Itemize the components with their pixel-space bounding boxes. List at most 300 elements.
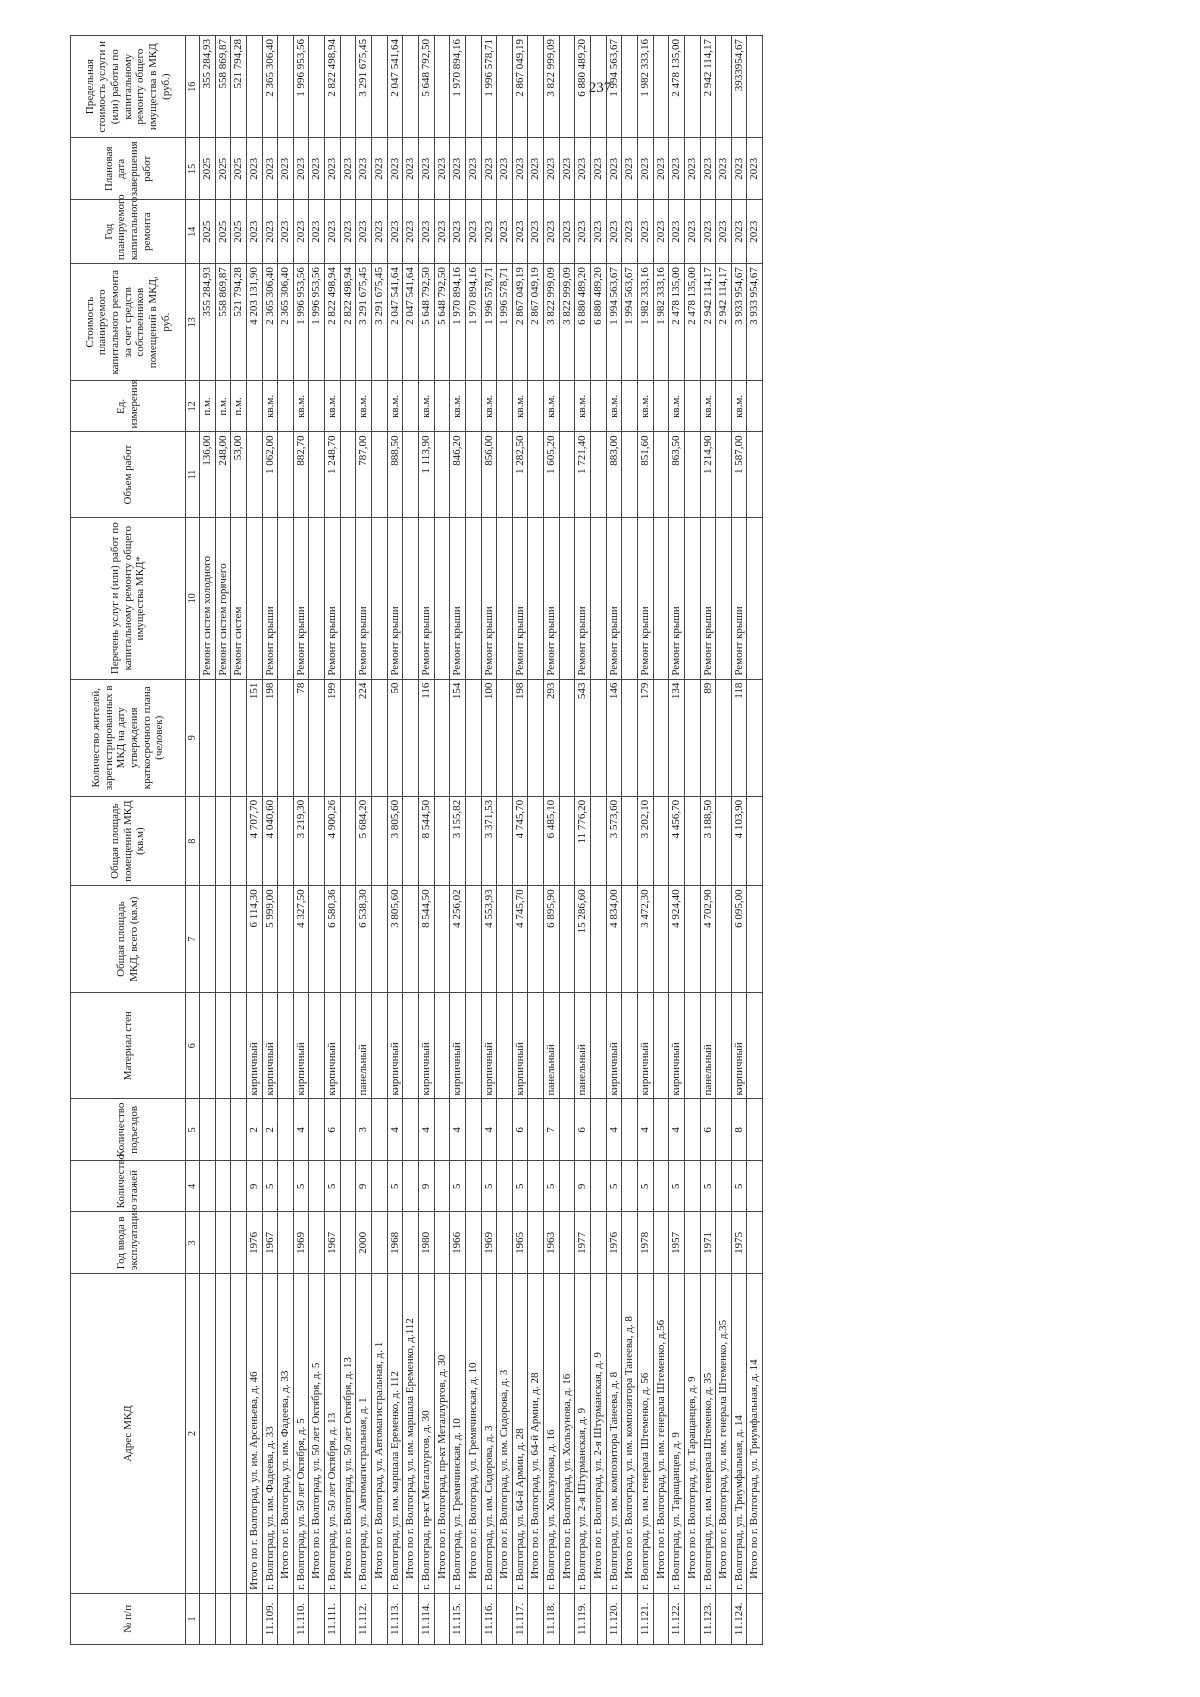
row-number [434, 1593, 450, 1644]
floors-cell: 5 [606, 1161, 622, 1212]
residents-cell [340, 679, 356, 796]
total-row [278, 36, 294, 1645]
column-header: Плановая дата завершения работ [71, 138, 186, 200]
unit-cell: кв.м. [418, 381, 434, 432]
wall-material-cell [403, 992, 419, 1099]
unit-cell: кв.м. [637, 381, 653, 432]
cost-cell: 2 478 135,00 [684, 264, 700, 381]
column-header: Количество этажей [71, 1161, 186, 1212]
plan-year-cell: 2023 [246, 200, 262, 264]
work-type-cell: Ремонт крыши [262, 517, 278, 679]
address-cell: Итого по г. Волгоград, ул. Хользунова, д. 16 [559, 1274, 575, 1594]
unit-cell: кв.м. [700, 381, 716, 432]
wall-material-cell: кирпичный [418, 992, 434, 1099]
total-area-cell [591, 886, 607, 993]
wall-material-cell: кирпичный [481, 992, 497, 1099]
wall-material-cell [497, 992, 513, 1099]
unit-cell: п.м. [231, 381, 247, 432]
rooms-area-cell: 3 219,30 [293, 796, 309, 886]
rooms-area-cell: 6 485,10 [544, 796, 560, 886]
limit-cost-cell: 355 284,93 [200, 36, 216, 138]
floors-cell [747, 1161, 763, 1212]
total-area-cell [215, 886, 231, 993]
floors-cell: 5 [669, 1161, 685, 1212]
plan-year-cell: 2023 [372, 200, 388, 264]
work-volume-cell [246, 432, 262, 517]
column-number: 4 [186, 1161, 200, 1212]
rooms-area-cell: 3 805,60 [387, 796, 403, 886]
plan-year-cell: 2023 [637, 200, 653, 264]
column-number: 3 [186, 1212, 200, 1274]
year-built-cell: 2000 [356, 1212, 372, 1274]
unit-cell [309, 381, 325, 432]
total-area-cell [465, 886, 481, 993]
year-built-cell [372, 1212, 388, 1274]
entrances-cell [591, 1099, 607, 1161]
row-number [246, 1593, 262, 1644]
record-row [700, 36, 716, 1645]
residents-cell [215, 679, 231, 796]
completion-date-cell: 2023 [372, 138, 388, 200]
work-volume-cell [372, 432, 388, 517]
address-cell: г. Волгоград, ул. им. Фадеева, д. 33 [262, 1274, 278, 1594]
rooms-area-cell [340, 796, 356, 886]
address-cell: Итого по г. Волгоград, ул. Триумфальная, д. 14 [747, 1274, 763, 1594]
floors-cell [231, 1161, 247, 1212]
cost-cell: 2 478 135,00 [669, 264, 685, 381]
total-area-cell [559, 886, 575, 993]
total-area-cell: 4 256,02 [450, 886, 466, 993]
year-built-cell: 1968 [387, 1212, 403, 1274]
residents-cell: 116 [418, 679, 434, 796]
completion-date-cell: 2023 [246, 138, 262, 200]
address-cell: Итого по г. Волгоград, ул. им. маршала Еременко, д.112 [403, 1274, 419, 1594]
cost-cell: 1 994 563,67 [622, 264, 638, 381]
plan-year-cell: 2023 [387, 200, 403, 264]
column-header: Год ввода в эксплуатацию [71, 1212, 186, 1274]
record-row [293, 36, 309, 1645]
limit-cost-cell: 6 880 489,20 [575, 36, 591, 138]
cost-cell: 1 982 333,16 [653, 264, 669, 381]
address-cell: г. Волгоград, ул. Таращанцев, д. 9 [669, 1274, 685, 1594]
address-cell: Итого по г. Волгоград, ул. им. композитора Танеева, д. 8 [622, 1274, 638, 1594]
column-number: 6 [186, 992, 200, 1099]
rooms-area-cell [653, 796, 669, 886]
total-row [684, 36, 700, 1645]
cost-cell: 5 648 792,50 [418, 264, 434, 381]
record-row [731, 36, 747, 1645]
cost-cell: 355 284,93 [200, 264, 216, 381]
work-type-cell: Ремонт крыши [418, 517, 434, 679]
repair-plan-table [70, 35, 763, 1645]
rooms-area-cell: 11 776,20 [575, 796, 591, 886]
plan-year-cell: 2023 [591, 200, 607, 264]
rooms-area-cell [716, 796, 732, 886]
total-row [372, 36, 388, 1645]
cost-cell: 3 822 999,09 [559, 264, 575, 381]
record-row [356, 36, 372, 1645]
residents-cell [497, 679, 513, 796]
record-row [481, 36, 497, 1645]
completion-date-cell: 2025 [231, 138, 247, 200]
plan-year-cell: 2023 [465, 200, 481, 264]
completion-date-cell: 2023 [684, 138, 700, 200]
unit-cell: кв.м. [606, 381, 622, 432]
work-volume-cell: 882,70 [293, 432, 309, 517]
plan-year-cell: 2023 [262, 200, 278, 264]
residents-cell [716, 679, 732, 796]
cost-cell: 4 203 131,90 [246, 264, 262, 381]
year-built-cell [559, 1212, 575, 1274]
work-volume-cell [434, 432, 450, 517]
table-body [200, 36, 763, 1645]
completion-date-cell: 2023 [434, 138, 450, 200]
entrances-cell [340, 1099, 356, 1161]
unit-cell: кв.м. [481, 381, 497, 432]
wall-material-cell [434, 992, 450, 1099]
plan-year-cell: 2023 [622, 200, 638, 264]
plan-year-cell: 2023 [293, 200, 309, 264]
row-number: 11.113. [387, 1593, 403, 1644]
wall-material-cell [622, 992, 638, 1099]
entrances-cell: 2 [262, 1099, 278, 1161]
row-number: 11.118. [544, 1593, 560, 1644]
floors-cell: 9 [418, 1161, 434, 1212]
unit-cell [434, 381, 450, 432]
cost-cell: 3 822 999,09 [544, 264, 560, 381]
row-number [215, 1593, 231, 1644]
work-volume-cell: 863,50 [669, 432, 685, 517]
work-type-cell [434, 517, 450, 679]
floors-cell [653, 1161, 669, 1212]
completion-date-cell: 2023 [356, 138, 372, 200]
floors-cell: 9 [246, 1161, 262, 1212]
unit-cell: кв.м. [325, 381, 341, 432]
total-row [497, 36, 513, 1645]
year-built-cell [653, 1212, 669, 1274]
cost-cell: 1 996 953,56 [309, 264, 325, 381]
residents-cell: 199 [325, 679, 341, 796]
total-area-cell: 4 924,40 [669, 886, 685, 993]
completion-date-cell: 2023 [606, 138, 622, 200]
limit-cost-cell: 1 996 953,56 [293, 36, 309, 138]
residents-cell: 179 [637, 679, 653, 796]
total-row [465, 36, 481, 1645]
work-type-cell: Ремонт крыши [293, 517, 309, 679]
year-built-cell [716, 1212, 732, 1274]
cost-cell: 1 996 578,71 [497, 264, 513, 381]
residents-cell: 224 [356, 679, 372, 796]
cost-cell: 2 365 306,40 [262, 264, 278, 381]
total-area-cell [403, 886, 419, 993]
limit-cost-cell: 1 982 333,16 [637, 36, 653, 138]
year-built-cell [403, 1212, 419, 1274]
year-built-cell: 1963 [544, 1212, 560, 1274]
floors-cell: 5 [544, 1161, 560, 1212]
cost-cell: 2 365 306,40 [278, 264, 294, 381]
entrances-cell: 4 [387, 1099, 403, 1161]
wall-material-cell: кирпичный [293, 992, 309, 1099]
cost-cell: 558 869,87 [215, 264, 231, 381]
residents-cell [465, 679, 481, 796]
column-header: Общая площадь помещений МКД (кв.м) [71, 796, 186, 886]
cost-cell: 1 970 894,16 [465, 264, 481, 381]
address-cell: г. Волгоград, ул. Хользунова, д. 16 [544, 1274, 560, 1594]
unit-cell: кв.м. [293, 381, 309, 432]
total-area-cell [684, 886, 700, 993]
plan-year-cell: 2023 [684, 200, 700, 264]
residents-cell [684, 679, 700, 796]
entrances-cell: 7 [544, 1099, 560, 1161]
work-volume-cell: 136,00 [200, 432, 216, 517]
column-number: 15 [186, 138, 200, 200]
unit-cell [465, 381, 481, 432]
limit-cost-cell: 2 942 114,17 [700, 36, 716, 138]
unit-cell: кв.м. [575, 381, 591, 432]
rooms-area-cell: 4 707,70 [246, 796, 262, 886]
limit-cost-cell: 2 822 498,94 [325, 36, 341, 138]
wall-material-cell [278, 992, 294, 1099]
column-header: Год планируемого капитального ремонта [71, 200, 186, 264]
record-row [575, 36, 591, 1645]
rooms-area-cell: 3 371,53 [481, 796, 497, 886]
column-number: 1 [186, 1593, 200, 1644]
total-area-cell: 4 745,70 [512, 886, 528, 993]
work-volume-cell [528, 432, 544, 517]
work-type-cell: Ремонт крыши [450, 517, 466, 679]
address-cell: г. Волгоград, ул. им. генерала Штеменко, д. 56 [637, 1274, 653, 1594]
total-row [246, 36, 262, 1645]
limit-cost-cell: 2 867 049,19 [512, 36, 528, 138]
row-number [591, 1593, 607, 1644]
unit-cell: кв.м. [356, 381, 372, 432]
completion-date-cell: 2023 [512, 138, 528, 200]
address-cell: Итого по г. Волгоград, ул. Автомагистральная, д. 1 [372, 1274, 388, 1594]
completion-date-cell: 2023 [450, 138, 466, 200]
year-built-cell: 1978 [637, 1212, 653, 1274]
work-type-cell: Ремонт крыши [637, 517, 653, 679]
limit-cost-cell: 1 994 563,67 [606, 36, 622, 138]
cost-cell: 1 970 894,16 [450, 264, 466, 381]
limit-cost-cell: 3 291 675,45 [356, 36, 372, 138]
year-built-cell [528, 1212, 544, 1274]
residents-cell: 118 [731, 679, 747, 796]
residents-cell: 543 [575, 679, 591, 796]
column-number: 16 [186, 36, 200, 138]
unit-cell: п.м. [200, 381, 216, 432]
limit-cost-cell [653, 36, 669, 138]
column-header: Объем работ [71, 432, 186, 517]
row-number [340, 1593, 356, 1644]
floors-cell [200, 1161, 216, 1212]
floors-cell: 5 [387, 1161, 403, 1212]
record-row [544, 36, 560, 1645]
plan-year-cell: 2025 [231, 200, 247, 264]
limit-cost-cell: 2 047 541,64 [387, 36, 403, 138]
cost-cell: 2 822 498,94 [340, 264, 356, 381]
row-number: 11.117. [512, 1593, 528, 1644]
work-volume-cell: 53,00 [231, 432, 247, 517]
record-row [262, 36, 278, 1645]
rooms-area-cell: 4 745,70 [512, 796, 528, 886]
wall-material-cell: кирпичный [606, 992, 622, 1099]
work-volume-cell [684, 432, 700, 517]
unit-cell: кв.м. [731, 381, 747, 432]
entrances-cell [372, 1099, 388, 1161]
work-type-cell: Ремонт крыши [700, 517, 716, 679]
year-built-cell: 1977 [575, 1212, 591, 1274]
entrances-cell: 2 [246, 1099, 262, 1161]
limit-cost-cell [684, 36, 700, 138]
wall-material-cell [215, 992, 231, 1099]
work-type-cell: Ремонт крыши [481, 517, 497, 679]
cost-cell: 2 942 114,17 [716, 264, 732, 381]
work-type-cell: Ремонт крыши [731, 517, 747, 679]
row-number [716, 1593, 732, 1644]
entrances-cell: 4 [606, 1099, 622, 1161]
work-type-cell [559, 517, 575, 679]
cost-cell: 5 648 792,50 [434, 264, 450, 381]
address-cell: Итого по г. Волгоград, ул. 2-я Штурманская, д. 9 [591, 1274, 607, 1594]
completion-date-cell: 2023 [262, 138, 278, 200]
address-cell: г. Волгоград, ул. 50 лет Октября, д. 13 [325, 1274, 341, 1594]
column-header: № п/п [71, 1593, 186, 1644]
work-volume-cell: 1 605,20 [544, 432, 560, 517]
rooms-area-cell: 5 684,20 [356, 796, 372, 886]
wall-material-cell: кирпичный [512, 992, 528, 1099]
unit-cell [528, 381, 544, 432]
plan-year-cell: 2023 [356, 200, 372, 264]
address-cell: г. Волгоград, пр-кт Металлургов, д. 30 [418, 1274, 434, 1594]
column-header: Перечень услуг и (или) работ по капитальному ремонту общего имущества МКД* [71, 517, 186, 679]
unit-cell [559, 381, 575, 432]
limit-cost-cell [372, 36, 388, 138]
completion-date-cell: 2023 [653, 138, 669, 200]
limit-cost-cell [622, 36, 638, 138]
wall-material-cell [559, 992, 575, 1099]
work-type-cell: Ремонт крыши [606, 517, 622, 679]
cost-cell: 1 996 953,56 [293, 264, 309, 381]
column-number: 13 [186, 264, 200, 381]
floors-cell: 5 [637, 1161, 653, 1212]
total-area-cell: 6 114,30 [246, 886, 262, 993]
work-type-cell: Ремонт систем холодного [200, 517, 216, 679]
column-header: Материал стен [71, 992, 186, 1099]
limit-cost-cell [528, 36, 544, 138]
work-volume-cell [622, 432, 638, 517]
plan-year-cell: 2023 [434, 200, 450, 264]
address-cell: Итого по г. Волгоград, ул. им. Арсеньева, д. 46 [246, 1274, 262, 1594]
work-type-cell [465, 517, 481, 679]
limit-cost-cell [434, 36, 450, 138]
column-number: 9 [186, 679, 200, 796]
unit-cell [497, 381, 513, 432]
residents-cell: 134 [669, 679, 685, 796]
limit-cost-cell: 1 996 578,71 [481, 36, 497, 138]
total-area-cell: 3 805,60 [387, 886, 403, 993]
work-volume-cell [465, 432, 481, 517]
work-volume-cell: 248,00 [215, 432, 231, 517]
work-volume-cell [716, 432, 732, 517]
completion-date-cell: 2023 [747, 138, 763, 200]
year-built-cell [309, 1212, 325, 1274]
wall-material-cell [653, 992, 669, 1099]
total-row [653, 36, 669, 1645]
residents-cell: 89 [700, 679, 716, 796]
plan-year-cell: 2025 [200, 200, 216, 264]
entrances-cell: 4 [637, 1099, 653, 1161]
work-volume-cell [559, 432, 575, 517]
residents-cell: 78 [293, 679, 309, 796]
row-number: 11.122. [669, 1593, 685, 1644]
rooms-area-cell [278, 796, 294, 886]
residents-cell [591, 679, 607, 796]
residents-cell: 151 [246, 679, 262, 796]
column-header: Стоимость планируемого капитального ремонта за счет средств собственников помещений в МКД, руб. [71, 264, 186, 381]
entrances-cell [684, 1099, 700, 1161]
work-volume-cell: 1 214,90 [700, 432, 716, 517]
plan-year-cell: 2023 [731, 200, 747, 264]
year-built-cell: 1980 [418, 1212, 434, 1274]
work-type-cell [340, 517, 356, 679]
floors-cell [372, 1161, 388, 1212]
work-volume-cell: 1 113,90 [418, 432, 434, 517]
residents-cell: 154 [450, 679, 466, 796]
unit-cell [403, 381, 419, 432]
work-volume-cell [340, 432, 356, 517]
record-row [450, 36, 466, 1645]
limit-cost-cell [278, 36, 294, 138]
work-type-cell: Ремонт крыши [512, 517, 528, 679]
completion-date-cell: 2023 [700, 138, 716, 200]
limit-cost-cell [747, 36, 763, 138]
completion-date-cell: 2023 [528, 138, 544, 200]
address-cell: Итого по г. Волгоград, ул. 50 лет Октября, д. 5 [309, 1274, 325, 1594]
address-cell: Итого по г. Волгоград, ул. Таращанцев, д. 9 [684, 1274, 700, 1594]
limit-cost-cell: 3933954,67 [731, 36, 747, 138]
floors-cell: 5 [700, 1161, 716, 1212]
completion-date-cell: 2023 [559, 138, 575, 200]
completion-date-cell: 2023 [637, 138, 653, 200]
year-built-cell [278, 1212, 294, 1274]
row-number: 11.112. [356, 1593, 372, 1644]
residents-cell [528, 679, 544, 796]
floors-cell [340, 1161, 356, 1212]
year-built-cell [231, 1212, 247, 1274]
row-number: 11.123. [700, 1593, 716, 1644]
total-row [309, 36, 325, 1645]
entrances-cell: 4 [481, 1099, 497, 1161]
wall-material-cell [528, 992, 544, 1099]
residents-cell [309, 679, 325, 796]
entrances-cell: 3 [356, 1099, 372, 1161]
plan-year-cell: 2023 [450, 200, 466, 264]
row-number [559, 1593, 575, 1644]
wall-material-cell [309, 992, 325, 1099]
total-area-cell: 6 095,00 [731, 886, 747, 993]
total-area-cell [528, 886, 544, 993]
total-row [403, 36, 419, 1645]
column-number: 14 [186, 200, 200, 264]
floors-cell: 9 [356, 1161, 372, 1212]
rotated-table-container [70, 35, 1070, 1645]
entrances-cell [215, 1099, 231, 1161]
total-area-cell: 6 895,90 [544, 886, 560, 993]
rooms-area-cell [465, 796, 481, 886]
total-area-cell: 4 834,00 [606, 886, 622, 993]
row-number [653, 1593, 669, 1644]
floors-cell [497, 1161, 513, 1212]
